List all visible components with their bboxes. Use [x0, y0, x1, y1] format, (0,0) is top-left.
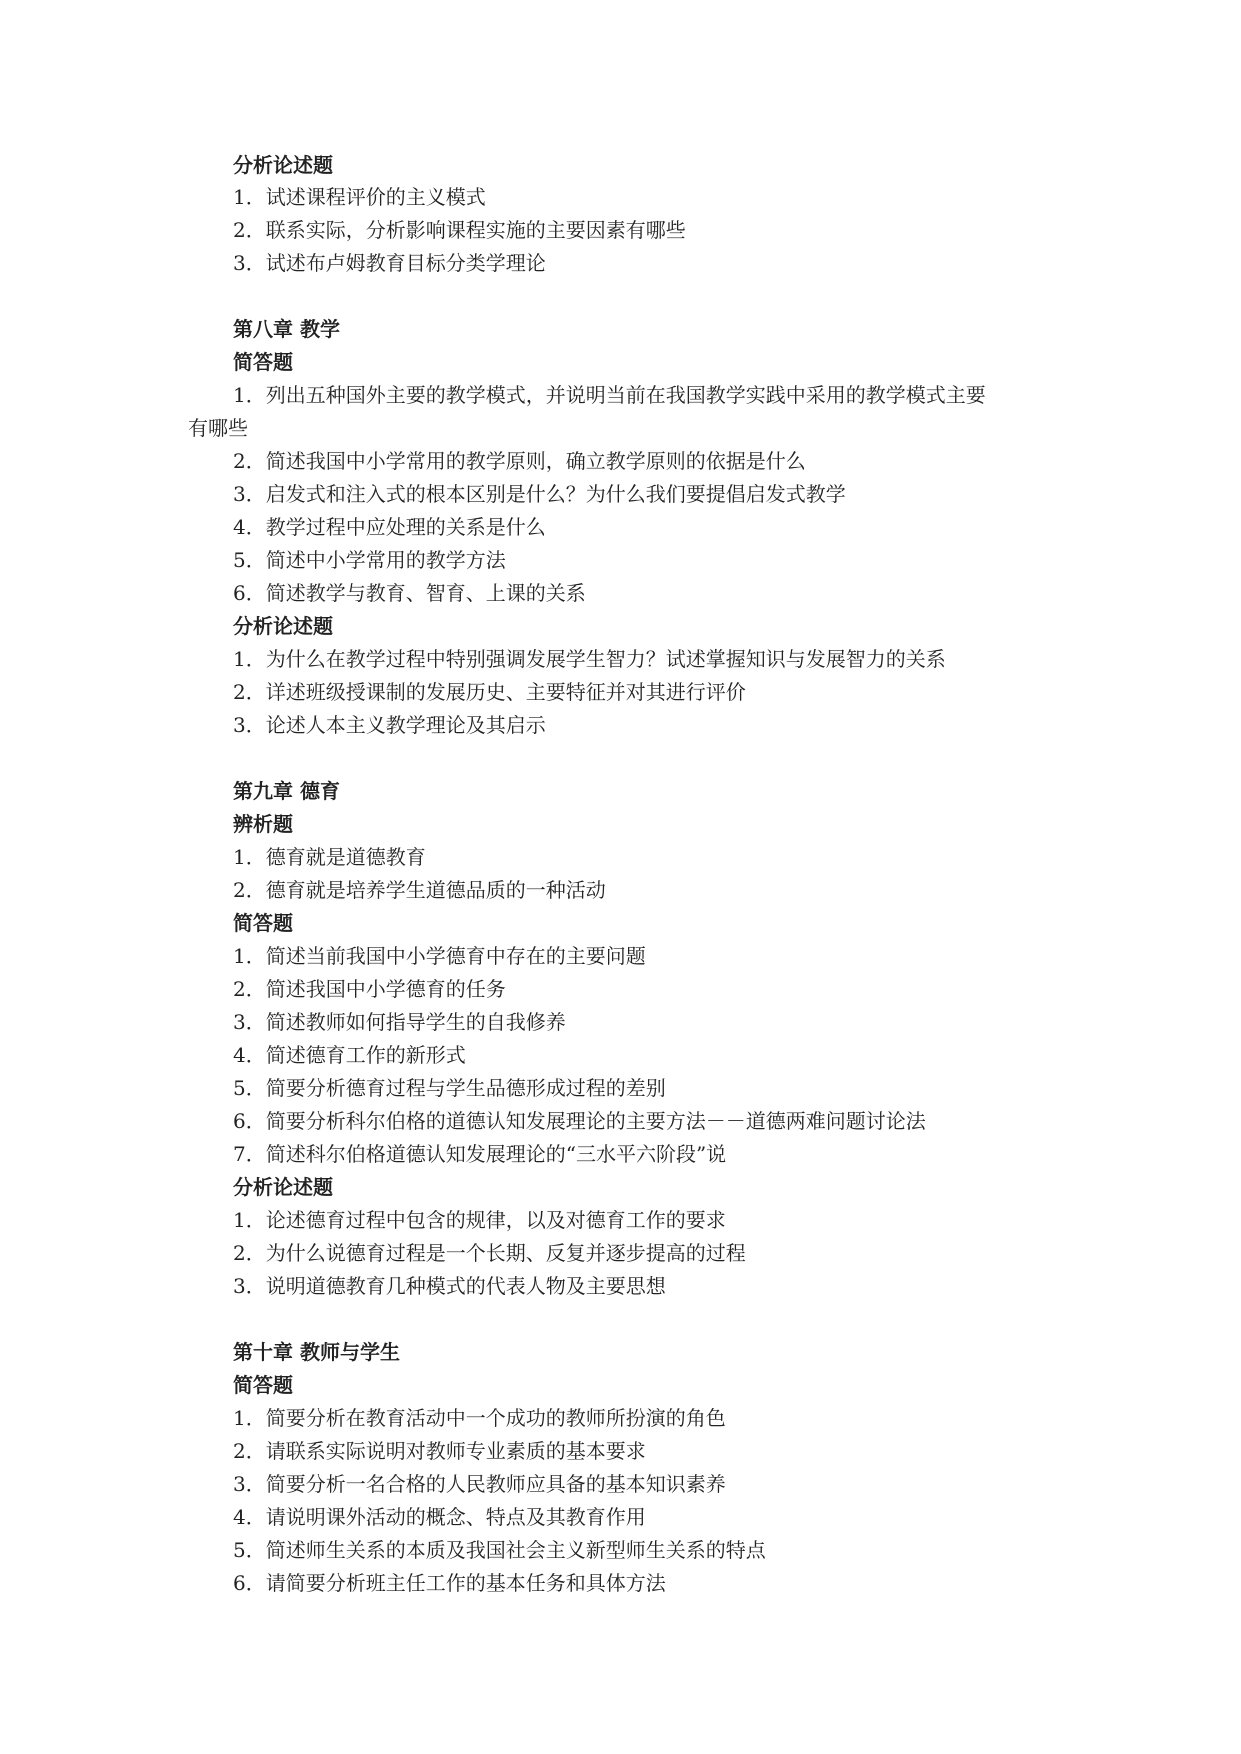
list-item: 1．为什么在教学过程中特别强调发展学生智力？试述掌握知识与发展智力的关系: [233, 647, 946, 671]
list-item: 5．简述师生关系的本质及我国社会主义新型师生关系的特点: [233, 1538, 766, 1562]
list-item: 5．简要分析德育过程与学生品德形成过程的差别: [233, 1076, 666, 1100]
list-item: 3．说明道德教育几种模式的代表人物及主要思想: [233, 1274, 666, 1298]
list-item: 1．列出五种国外主要的教学模式，并说明当前在我国教学实践中采用的教学模式主要: [233, 383, 986, 407]
list-item: 4．简述德育工作的新形式: [233, 1043, 466, 1067]
chapter-title: 第十章 教师与学生: [233, 1340, 400, 1364]
list-item: 3．启发式和注入式的根本区别是什么？为什么我们要提倡启发式教学: [233, 482, 846, 506]
list-item: 3．简要分析一名合格的人民教师应具备的基本知识素养: [233, 1472, 726, 1496]
list-item: 3．简述教师如何指导学生的自我修养: [233, 1010, 566, 1034]
list-item: 1．论述德育过程中包含的规律，以及对德育工作的要求: [233, 1208, 726, 1232]
chapter-title: 第九章 德育: [233, 779, 340, 803]
list-item: 6．请简要分析班主任工作的基本任务和具体方法: [233, 1571, 666, 1595]
list-item: 4．请说明课外活动的概念、特点及其教育作用: [233, 1505, 646, 1529]
list-item: 2．德育就是培养学生道德品质的一种活动: [233, 878, 606, 902]
chapter-title: 第八章 教学: [233, 317, 340, 341]
section-heading: 分析论述题: [233, 1175, 333, 1199]
list-item: 2．详述班级授课制的发展历史、主要特征并对其进行评价: [233, 680, 746, 704]
list-item: 1．简要分析在教育活动中一个成功的教师所扮演的角色: [233, 1406, 726, 1430]
list-item: 2．简述我国中小学德育的任务: [233, 977, 506, 1001]
list-item: 3．论述人本主义教学理论及其启示: [233, 713, 546, 737]
section-heading: 辨析题: [233, 812, 293, 836]
list-item: 2．为什么说德育过程是一个长期、反复并逐步提高的过程: [233, 1241, 746, 1265]
list-item: 1．试述课程评价的主义模式: [233, 185, 486, 209]
list-item: 3．试述布卢姆教育目标分类学理论: [233, 251, 546, 275]
list-item: 6．简要分析科尔伯格的道德认知发展理论的主要方法－－道德两难问题讨论法: [233, 1109, 926, 1133]
section-heading: 简答题: [233, 1373, 293, 1397]
list-item: 2．联系实际，分析影响课程实施的主要因素有哪些: [233, 218, 686, 242]
list-item: 2．请联系实际说明对教师专业素质的基本要求: [233, 1439, 646, 1463]
section-heading: 分析论述题: [233, 153, 333, 177]
list-item: 1．德育就是道德教育: [233, 845, 426, 869]
list-item: 2．简述我国中小学常用的教学原则，确立教学原则的依据是什么: [233, 449, 806, 473]
list-item: 1．简述当前我国中小学德育中存在的主要问题: [233, 944, 646, 968]
list-item-continuation: 有哪些: [188, 416, 248, 440]
list-item: 4．教学过程中应处理的关系是什么: [233, 515, 546, 539]
list-item: 6．简述教学与教育、智育、上课的关系: [233, 581, 586, 605]
section-heading: 简答题: [233, 350, 293, 374]
section-heading: 简答题: [233, 911, 293, 935]
section-heading: 分析论述题: [233, 614, 333, 638]
list-item: 7．简述科尔伯格道德认知发展理论的“三水平六阶段”说: [233, 1142, 727, 1166]
list-item: 5．简述中小学常用的教学方法: [233, 548, 506, 572]
